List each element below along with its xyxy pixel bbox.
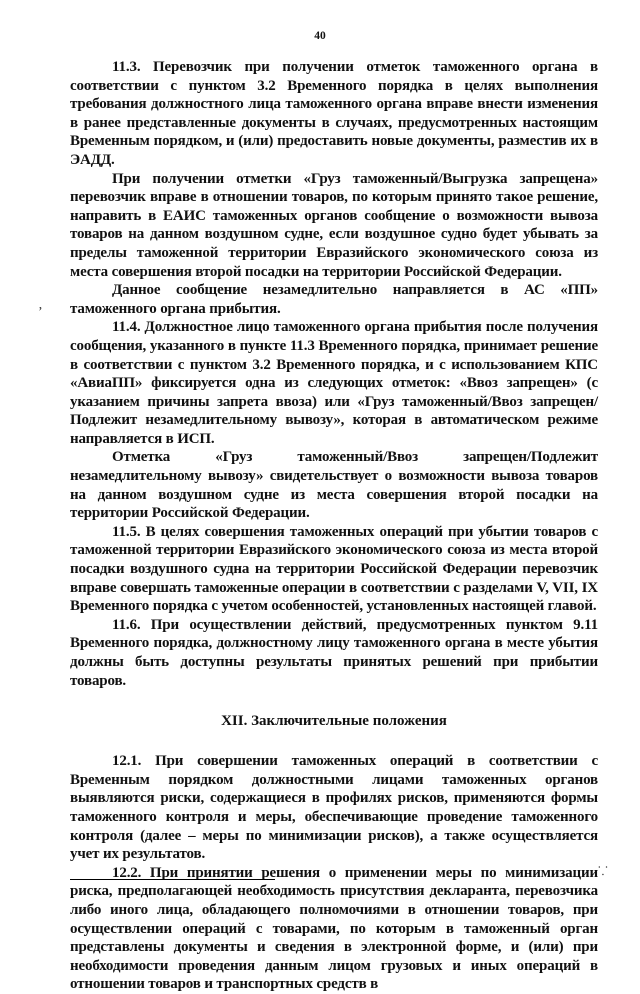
paragraph-11-3-message: Данное сообщение незамедлительно направляется в АС «ПП» таможенного органа прибытия.: [70, 282, 598, 317]
document-body: [70, 58, 598, 994]
section-heading: XII. Заключительные положения: [221, 713, 447, 730]
paragraph-11-3: 11.3. Перевозчик при получении отметок таможенного органа в соответствии с пунктом 3.2 Временного порядка в целях выполнения требования должностного лица таможенного органа вправе внести изменения в ранее представленные документы в случаях, предусмотренных настоящим Временным порядком, и (или) предоставить новые документы, разместив их в ЭАДД.: [70, 59, 598, 168]
paragraph-11-5: 11.5. В целях совершения таможенных операций при убытии товаров с таможенной территории Евразийского экономического союза из места второй посадки воздушного судна на территории Российской Федерации перевозчик вправе совершать таможенные операции в соответствии с разделами V, VII, IX Временного порядка с учетом особенностей, установленных настоящей главой.: [70, 523, 598, 615]
paragraph-11-4: 11.4. Должностное лицо таможенного органа прибытия после получения сообщения, указанного в пункте 11.3 Временного порядка, принимает решение в соответствии с пунктом 3.2 Временного порядка, и с использованием КПС «АвиаПП» фиксируется одна из следующих отметок: «Ввоз запрещен» (с указанием причины запрета ввоза) или «Груз таможенный/Ввоз запрещен/Подлежит незамедлительному вывозу», которая в автоматическом режиме направляется в ИСП.: [70, 319, 598, 447]
page-number: 40: [314, 30, 326, 42]
paragraph-12-1: 12.1. При совершении таможенных операций в соответствии с Временным порядком должностными лицами таможенных органов выявляются риски, содержащиеся в профилях рисков, применяются формы таможенного контроля и меры, обеспечивающие проведение таможенного контроля (далее – меры по минимизации рисков), а также осуществляется учет их результатов.: [70, 753, 598, 863]
corner-mark: ⸪: [598, 864, 608, 878]
paragraph-11-3-notice: При получении отметки «Груз таможенный/Выгрузка запрещена» перевозчик вправе в отношении товаров, по которым принято такое решение, направить в ЕАИС таможенных органов сообщение о возможности вывоза товаров на данном воздушном судне, если воздушное судно будет убывать за пределы таможенной территории Евразийского экономического союза из места совершения второй посадки на территории Российской Федерации.: [70, 170, 598, 280]
margin-mark: ’: [38, 305, 43, 320]
footnote-rule: [70, 879, 275, 880]
paragraph-12-2: 12.2. При принятии решения о применении меры по минимизации риска, предполагающей необходимость присутствия декларанта, перевозчика либо иного лица, обладающего полномочиями в отношении товаров, при осуществлении операций с товарами, по которым в таможенный орган представлены документы и сведения в электронной форме, и (или) при необходимости проведения данным лицом грузовых и иных операций в отношении товаров и транспортных средств в: [70, 864, 598, 993]
paragraph-11-6: 11.6. При осуществлении действий, предусмотренных пунктом 9.11 Временного порядка, должностному лицу таможенного органа в месте убытия должны быть доступны результаты принятых решений при прибытии товаров.: [70, 616, 598, 689]
paragraph-11-4-mark: Отметка «Груз таможенный/Ввоз запрещен/Подлежит незамедлительному вывозу» свидетельствует о возможности вывоза товаров на данном воздушном судне из места совершения второй посадки на территории Российской Федерации.: [70, 449, 598, 522]
